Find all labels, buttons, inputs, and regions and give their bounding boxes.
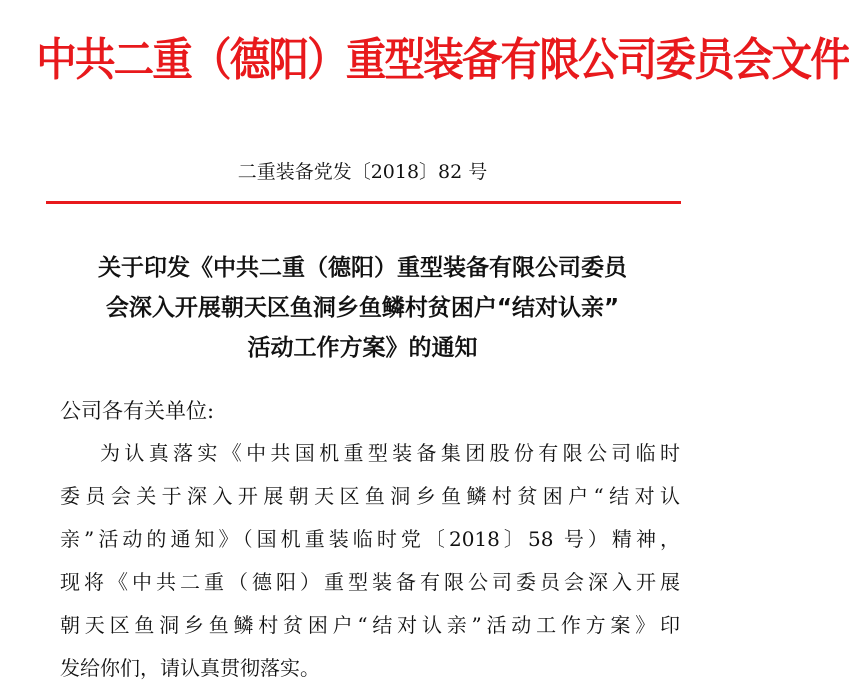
body-line: 现将《中共二重（德阳）重型装备有限公司委员会深入开展 bbox=[60, 570, 680, 594]
salutation: 公司各有关单位: bbox=[60, 399, 215, 423]
document-number: 二重装备党发〔2018〕82 号 bbox=[237, 161, 488, 183]
notice-title bbox=[30, 248, 695, 368]
notice-title-line: 会深入开展朝天区鱼洞乡鱼鳞村贫困户“结对认亲” bbox=[105, 295, 620, 321]
body-line: 为认真落实《中共国机重型装备集团股份有限公司临时 bbox=[100, 441, 680, 465]
red-divider-line bbox=[46, 201, 681, 204]
notice-title-line: 活动工作方案》的通知 bbox=[247, 335, 478, 361]
body-line: 委员会关于深入开展朝天区鱼洞乡鱼鳞村贫困户“结对认 bbox=[60, 484, 680, 508]
notice-title-line: 关于印发《中共二重（德阳）重型装备有限公司委员 bbox=[98, 255, 627, 281]
body-line: 亲”活动的通知》（国机重装临时党〔2018〕58 号）精神， bbox=[60, 527, 680, 551]
body-paragraph bbox=[60, 432, 680, 690]
document-header-title: 中共二重（德阳）重型装备有限公司委员会文件 bbox=[36, 33, 849, 86]
body-line: 发给你们，请认真贯彻落实。 bbox=[60, 656, 320, 680]
body-line: 朝天区鱼洞乡鱼鳞村贫困户“结对认亲”活动工作方案》印 bbox=[60, 613, 680, 637]
